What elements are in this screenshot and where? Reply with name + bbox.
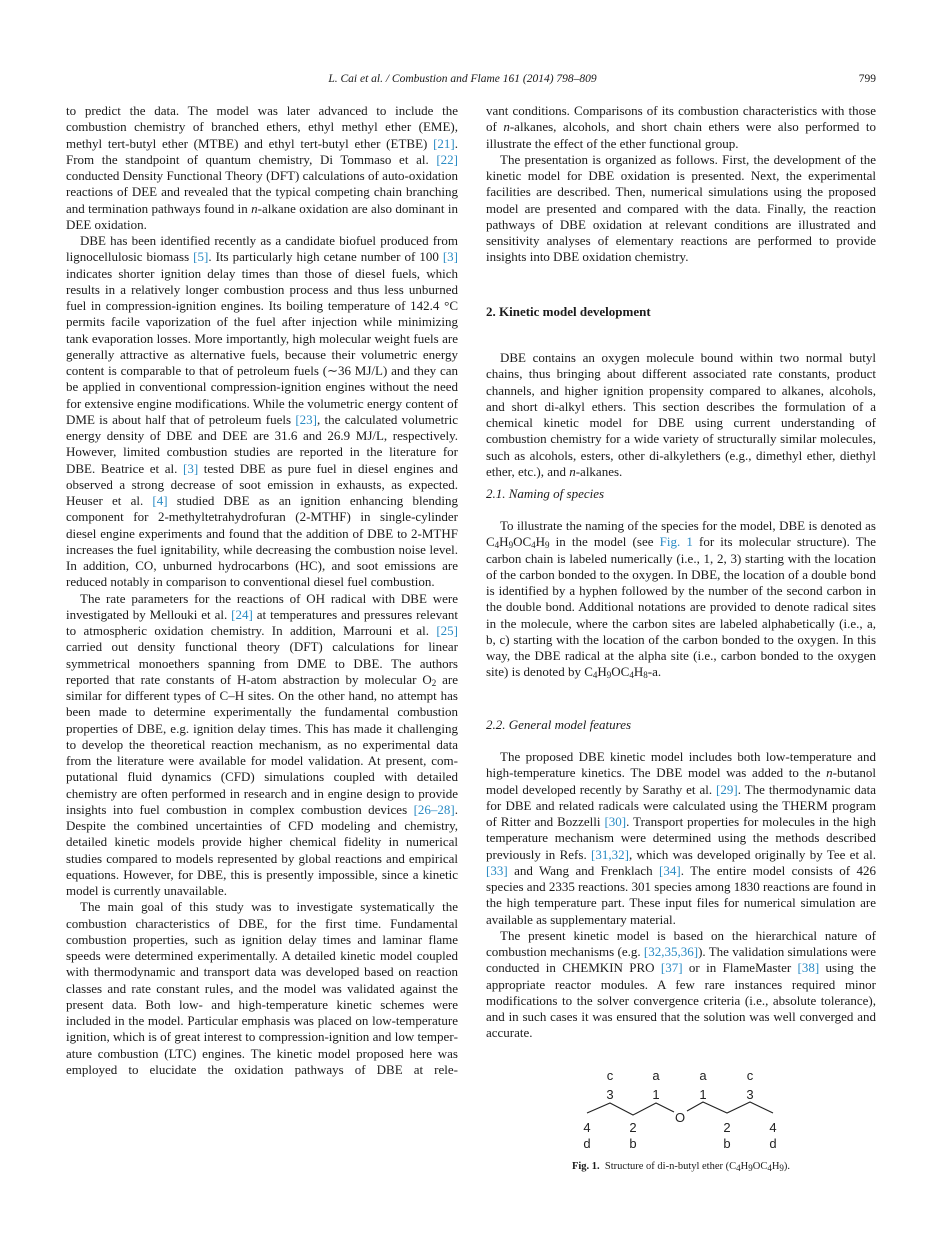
paragraph: DBE contains an oxygen molecule bound within two normal butyl chains, thus bringing about different associated rate constants, product channels, and higher ignition propensity compared to alkanes, alcohols, and short di-alkyl ethers. This section describes the formulation of a chemical kinetic model for DBE using current understanding of combustion chemistry for a wide variety of structurally similar molecules, such as alcohols, esters, other di-alkylethers (e.g., dimethyl ether, diethyl ether, etc.), and n-alkanes. xyxy=(486,350,876,479)
molecule-diagram xyxy=(560,1060,820,1160)
citation-link[interactable]: [33] xyxy=(486,862,508,878)
figure-label: Fig. 1. xyxy=(571,1161,600,1172)
paragraph: The present kinetic model is based on the hierarchical nature of combustion mechanisms (e.g. [32,35,36]). The validation simulations were conducted in CHEMKIN PRO [37] or in FlameMaster [38] using the appropriate reactor modules. A few rare instances required minor modifications to the solver convergence criteria (i.e., absolute tolerance), and in such cases it was ensured that the solution was well converged and accurate. xyxy=(486,927,876,1041)
section-heading-2: 2. Kinetic model development xyxy=(486,304,651,319)
subsection-heading-2-1: 2.1. Naming of species xyxy=(486,486,605,501)
site-label: d xyxy=(769,1136,777,1151)
subscript: 4 xyxy=(494,540,500,551)
citation-link[interactable]: [21] xyxy=(433,135,455,151)
running-head: L. Cai et al. / Combustion and Flame 161 (2014) 798–809 xyxy=(328,73,597,85)
italic-text: n xyxy=(826,765,833,781)
subscript: 4 xyxy=(592,670,598,681)
subscript: 9 xyxy=(508,540,514,551)
site-label: d xyxy=(583,1136,591,1151)
citation-link[interactable]: [25] xyxy=(436,623,458,638)
citation-link[interactable]: [24] xyxy=(231,606,253,622)
subscript: 2 xyxy=(431,677,437,688)
italic-text: n xyxy=(569,463,576,479)
oxygen-atom: O xyxy=(674,1110,686,1125)
italic-text: n xyxy=(251,200,258,216)
site-label: a xyxy=(699,1068,707,1083)
caption-text: Structure of di-n-butyl ether $(C_4H_9OC_4H_9)$. xyxy=(604,1161,791,1173)
subscript: 9 xyxy=(779,1163,784,1173)
citation-link[interactable]: [4] xyxy=(152,493,168,508)
subscript: 4 xyxy=(767,1163,772,1173)
section-2-1-body xyxy=(486,518,876,681)
site-label: b xyxy=(723,1136,731,1151)
site-label: b xyxy=(629,1136,637,1151)
citation-link[interactable]: [32,35,36] xyxy=(643,944,699,959)
citation-link[interactable]: [26–28] xyxy=(413,801,455,817)
subscript: 9 xyxy=(606,670,612,681)
citation-link[interactable]: [5] xyxy=(193,249,209,265)
carbon-number: 2 xyxy=(723,1120,731,1135)
paragraph: DBE has been identified recently as a candidate biofuel produced from lignocellulosic biomass [5]. Its particularly high cetane number of 100 [3] indicates shorter ignition delay times than those of diesel fuels, which results in a relatively longer combustion process and thus less unburned fuel in compression-ignition engines. Its boiling temperature of 142.4 °C permits facile vaporization of the fuel after injection while minimizing tank evaporation losses. More importantly, high molecular weight fuels are generally attractive as alternative fuels, because their volumetric energy content is comparable to that of petroleum fuels (∼36 MJ/L) and they can be applied in conventional compression-ignition engines without the need for extensive engine modifications. While the volumetric energy content of DME is about half that of petroleum fuels [23], the calculated volumetric energy density of DBE and DEE are 31.6 and 26.9 MJ/L, respectively. However, limited combustion studies are reported in the literature for DBE. Beatrice et al. [3] tested DBE as pure fuel in diesel engines and observed a strong decrease of soot emission in exhausts, as expected. Heuser et al. [4] studied DBE as an ignition enhancing blending component for 2-methyltetrahydrofuran (2-MTHF) in single-cylinder diesel engine experiments and found that the addition of DBE to 2-MTHF increases the fuel ignitability, while decreasing the combustion noise level. In addition, CO, unburned hydrocarbons (HC), and soot emissions are reduced notably in comparison to conventional diesel fuel combustion. xyxy=(66,233,459,590)
figure-1-caption xyxy=(486,1161,876,1172)
carbon-number: 4 xyxy=(583,1120,591,1135)
carbon-number: 3 xyxy=(746,1087,754,1102)
paragraph: The main goal of this study was to investigate systematically the combustion characteristics of DBE, for the first time. Fundamental combustion properties, such as ignition delay times and laminar flame speeds were determined experimentally. A detailed kinetic model coupled with thermodynamic and transport data was developed based on reaction classes and rate constant rules, and the model was validated against the present data. Both low- and high-temperature kinetic schemes were included in the model. Particular emphasis was placed on low-temperature ignition, which is of great interest to compression-ignition and low temperature combustion (LTC) engines. The kinetic model proposed here was employed to elucidate the oxidation pathways of DBE at rele- xyxy=(66,899,458,1077)
citation-link[interactable]: [22] xyxy=(436,151,458,167)
subscript: 8 xyxy=(643,670,648,681)
page-number: 799 xyxy=(858,73,876,85)
subscript: 9 xyxy=(748,1163,753,1173)
figure-1-dbe-structure xyxy=(560,1060,820,1173)
citation-link[interactable]: [23] xyxy=(295,411,317,427)
citation-link[interactable]: [30] xyxy=(604,814,627,829)
italic-text: n xyxy=(503,119,510,135)
carbon-chain-left xyxy=(587,1103,674,1115)
site-label: c xyxy=(746,1068,754,1083)
carbon-number: 2 xyxy=(629,1120,637,1135)
section-2-body xyxy=(486,350,876,480)
citation-link[interactable]: Fig. 1 xyxy=(659,534,693,550)
carbon-chain-right xyxy=(687,1102,773,1113)
subscript: 4 xyxy=(736,1163,741,1173)
paragraph: The rate parameters for the reactions of OH radical with DBE were investigated by Mellouki et al. [24] at temperatures and pressures relevant to atmospheric oxidation chemistry. In addition, Marrouni et al. [25] carried out density functional theory (DFT) calculations for linear symmetrical monoethers spanning from DME to DBE. The authors reported that rate constants of H-atom abstraction by molecular $O_2$ are similar for different types of C–H sites. On the other hand, no attempt has been made to determine experimentally the fundamental combustion properties of DBE, e.g. ignition delay times. This has made it challenging to develop the theoretical reaction mechanism, as no experimental data from the literature were available for model validation. At present, computational fluid dynamics (CFD) simulations coupled with detailed chemistry are often performed in research and in engine design to provide insights into fuel combustion in complex combustion devices [26–28]. Despite the combined uncertainties of CFD modeling and chemistry, detailed kinetic models provide higher chemical fidelity in numerical studies compared to models represented by global reactions and empirical equations. However, for DBE, this is presently impossible, since a kinetic model is currently unavailable. xyxy=(66,590,458,898)
left-column xyxy=(66,103,458,1078)
carbon-number: 1 xyxy=(699,1087,707,1102)
citation-link[interactable]: [31,32] xyxy=(591,846,629,862)
right-column-intro xyxy=(486,103,876,266)
paragraph: The presentation is organized as follows. First, the development of the kinetic model for DBE oxidation is presented. Next, the experimental facilities are described. Then, numerical simulations using the proposed model are presented and compared with the data. Finally, the reaction pathways of DBE oxidation at relevant conditions are illustrated and sensitivity analyses of elementary reactions are performed to provide insights into DBE oxidation chemistry. xyxy=(486,151,876,265)
carbon-number: 1 xyxy=(652,1087,660,1102)
citation-link[interactable]: [3] xyxy=(183,460,199,476)
subscript: 4 xyxy=(629,670,634,681)
site-label: c xyxy=(606,1068,614,1083)
citation-link[interactable]: [34] xyxy=(659,862,681,878)
paragraph: The proposed DBE kinetic model includes both low-temperature and high-temperature kinetics. The DBE model was added to the n-butanol model developed recently by Sarathy et al. [29]. The thermodynamic data for DBE and related radicals were calculated using the THERM program of Ritter and Bozzelli [30]. Transport properties for molecules in the high temperature mechanism were determined using the methods described previously in Refs. [31,32], which was developed originally by Tee et al. [33] and Wang and Frenklach [34]. The entire model consists of 426 species and 2335 reactions. 301 species among 1830 reactions are found in the high temperature part. These input files for numerical simulation are available as supplementary material. xyxy=(486,749,876,927)
subsection-heading-2-2: 2.2. General model features xyxy=(486,717,632,732)
section-2-2-body xyxy=(486,749,876,1042)
citation-link[interactable]: [38] xyxy=(797,960,820,976)
site-label: a xyxy=(652,1068,660,1083)
citation-link[interactable]: [3] xyxy=(442,249,458,265)
carbon-number: 4 xyxy=(769,1120,777,1135)
citation-link[interactable]: [37] xyxy=(660,960,683,976)
paragraph: To illustrate the naming of the species for the model, DBE is denoted as $C_4H_9OC_4H_9$ in the model (see Fig. 1 for its molecular structure). The carbon chain is labeled numerically (i.e., 1, 2, 3) starting with the location of the carbon bonded to the oxygen. In DBE, the location of a double bond is identified by a hyphen followed by the number of the second carbon in the double bond. Additional notations are provided to denote radical sites in the molecule, where the carbon sites are labeled alphabetically (i.e., a, b, c) starting with the location of the carbon bonded to the oxygen. In this way, the DBE radical at the alpha site (i.e., carbon bonded to the oxygen site) is denoted by $C_4H_9OC_4H_8-a$. xyxy=(486,518,877,681)
carbon-number: 3 xyxy=(606,1087,614,1102)
paragraph: vant conditions. Comparisons of its combustion characteristics with those of n-alkanes, alcohols, and short chain ethers were also performed to illustrate the effect of the ether functional group. xyxy=(486,103,876,151)
citation-link[interactable]: [29] xyxy=(716,781,738,797)
paragraph: to predict the data. The model was later advanced to include the combustion chemistry of branched ethers, ethyl methyl ether (EME), methyl tert-butyl ether (MTBE) and ethyl tert-butyl ether (ETBE) [21]. From the standpoint of quantum chemistry, Di Tommaso et al. [22] conducted Density Functional Theory (DFT) calculations of auto-oxidation reactions of DEE and revealed that the typical competing chain branching and termination pathways found in n-alkane oxidation are also dominant in DEE oxidation. xyxy=(66,103,458,232)
subscript: 9 xyxy=(545,540,550,551)
subscript: 4 xyxy=(531,540,536,551)
